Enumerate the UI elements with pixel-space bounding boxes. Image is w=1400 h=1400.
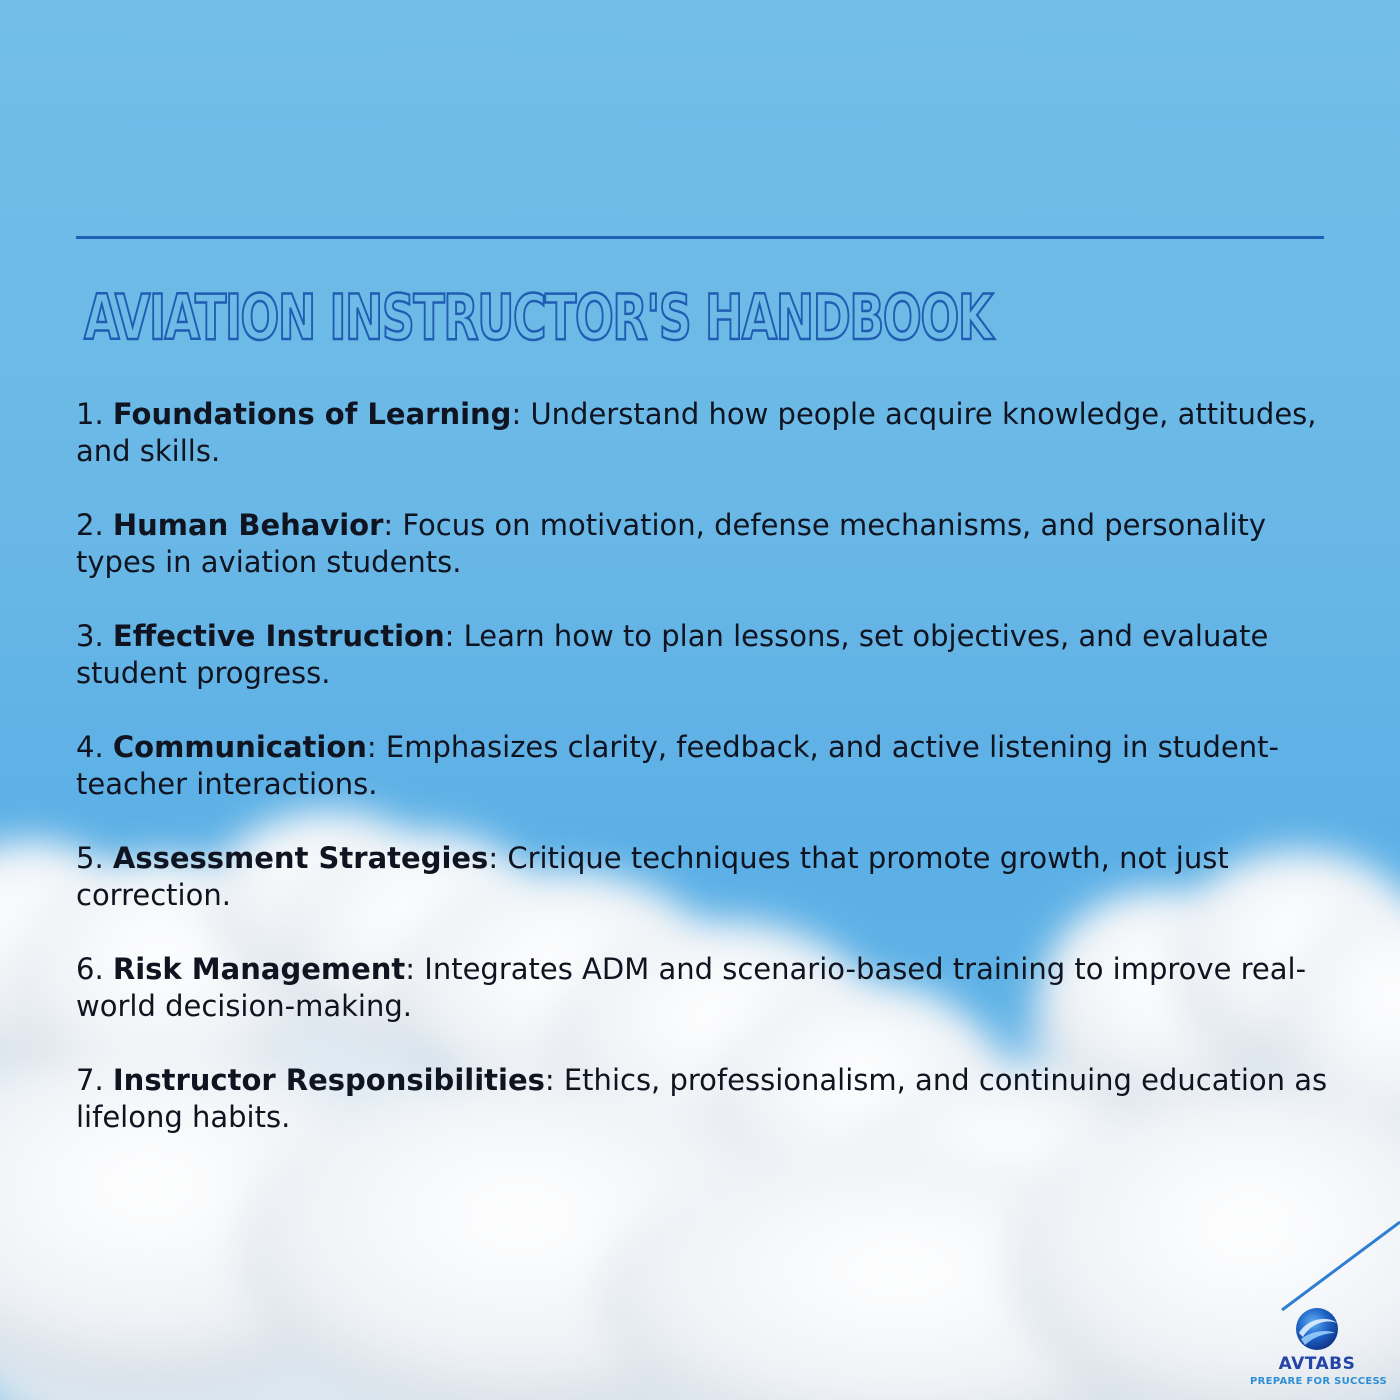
item-text: : Focus on motivation, defense mechanisms, and personality types in aviation students. <box>76 508 1267 579</box>
item-heading: Risk Management <box>112 952 406 986</box>
page-title: AVIATION INSTRUCTOR'S HANDBOOK <box>84 281 992 354</box>
item-text: : Understand how people acquire knowledge, attitudes, and skills. <box>76 397 1317 468</box>
item-number: 3. <box>76 619 104 653</box>
list-item <box>76 396 1336 507</box>
list-item <box>76 1062 1336 1173</box>
list-item <box>76 729 1336 840</box>
item-number: 1. <box>76 397 104 431</box>
item-heading: Communication <box>112 730 367 764</box>
item-text: : Emphasizes clarity, feedback, and active listening in student-teacher interactions. <box>76 730 1279 801</box>
logo-name: AVTABS <box>1278 1354 1356 1374</box>
item-number: 6. <box>76 952 104 986</box>
list-item <box>76 507 1336 618</box>
handbook-topic-list <box>76 396 1336 1173</box>
item-text: : Critique techniques that promote growth, not just correction. <box>76 841 1229 912</box>
item-heading: Foundations of Learning <box>112 397 512 431</box>
logo-tagline: PREPARE FOR SUCCESS <box>1250 1376 1388 1387</box>
avtabs-logo <box>1250 1305 1388 1393</box>
item-number: 2. <box>76 508 104 542</box>
list-item <box>76 840 1336 951</box>
item-heading: Human Behavior <box>112 508 384 542</box>
item-heading: Instructor Responsibilities <box>112 1063 545 1097</box>
item-text: : Ethics, professionalism, and continuing education as lifelong habits. <box>76 1063 1328 1134</box>
item-text: : Integrates ADM and scenario-based training to improve real-world decision-making. <box>76 952 1307 1023</box>
item-text: : Learn how to plan lessons, set objectives, and evaluate student progress. <box>76 619 1269 690</box>
item-number: 5. <box>76 841 104 875</box>
item-heading: Assessment Strategies <box>112 841 489 875</box>
list-item <box>76 618 1336 729</box>
header-divider <box>76 236 1324 239</box>
globe-swoosh-icon <box>1293 1305 1341 1353</box>
item-heading: Effective Instruction <box>112 619 445 653</box>
list-item <box>76 951 1336 1062</box>
item-number: 7. <box>76 1063 104 1097</box>
item-number: 4. <box>76 730 104 764</box>
